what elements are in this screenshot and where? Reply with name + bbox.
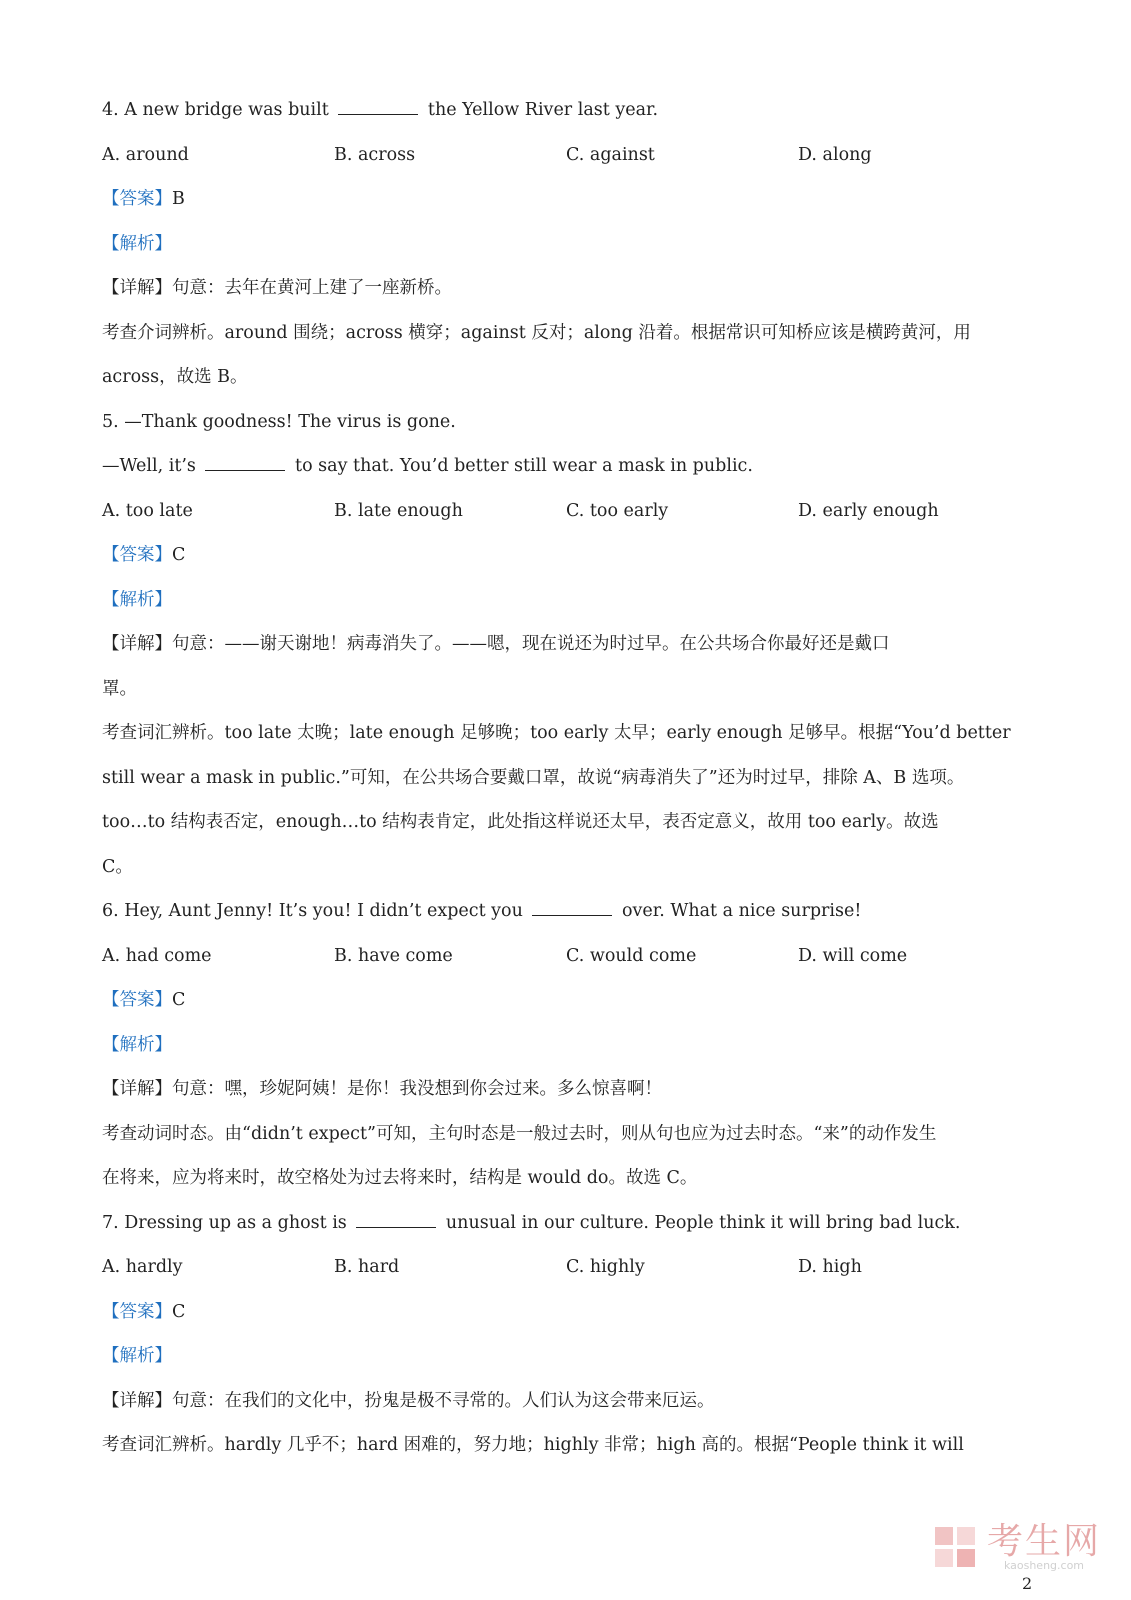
answer-line [102, 533, 1042, 578]
option-a: A. around [102, 144, 189, 165]
detail-line: 罩。 [102, 678, 137, 699]
detail-line: 【详解】句意：去年在黄河上建了一座新桥。 [102, 278, 452, 298]
option-b: B. hard [334, 1257, 400, 1277]
question-stem-reply: —Well, it’s to say that. You’d better still wear a mask in public. [102, 456, 753, 476]
answer-value: C [172, 990, 186, 1010]
explanation-line: 考查词汇辨析。too late 太晚；late enough 足够晚；too early 太早；early enough 足够早。根据“You’d better [102, 723, 1011, 743]
detail-line: 【详解】句意：嘿，珍妮阿姨！是你！我没想到你会过来。多么惊喜啊！ [102, 1079, 662, 1099]
question-stem: 7. Dressing up as a ghost is unusual in our culture. People think it will bring bad luck. [102, 1212, 961, 1233]
document-body [102, 88, 1042, 1468]
answer-line [102, 978, 1042, 1023]
answer-tag: 【答案】 [102, 1301, 172, 1322]
answer-blank [356, 1226, 436, 1228]
option-c: C. highly [566, 1257, 645, 1277]
explanation-line: 考查词汇辨析。hardly 几乎不；hard 困难的，努力地；highly 非常；high 高的。根据“People think it will [102, 1435, 964, 1455]
option-a: A. hardly [102, 1257, 183, 1277]
watermark [933, 1521, 1101, 1572]
explanation-line: across，故选 B。 [102, 367, 248, 387]
explanation-line: 考查动词时态。由“didn’t expect”可知，主句时态是一般过去时，则从句也应为过去时态。“来”的动作发生 [102, 1123, 937, 1144]
analysis-tag: 【解析】 [102, 1346, 172, 1366]
question-stem: 5. —Thank goodness! The virus is gone. [102, 411, 456, 432]
answer-value: C [172, 545, 186, 565]
explanation-line: too…to 结构表否定，enough…to 结构表肯定，此处指这样说还太早，表否定意义，故用 too early。故选 [102, 812, 939, 832]
option-a: A. had come [102, 945, 212, 966]
options-row [102, 1245, 1042, 1290]
option-d: D. along [798, 144, 872, 165]
answer-tag: 【答案】 [102, 990, 172, 1010]
answer-tag: 【答案】 [102, 189, 172, 209]
page-number: 2 [1022, 1574, 1033, 1593]
option-c: C. would come [566, 945, 697, 966]
option-b: B. late enough [334, 500, 463, 521]
answer-value: C [172, 1301, 186, 1322]
answer-blank [338, 113, 418, 115]
question-stem: 6. Hey, Aunt Jenny! It’s you! I didn’t expect you over. What a nice surprise! [102, 901, 862, 921]
option-c: C. against [566, 144, 655, 165]
option-d: D. early enough [798, 500, 939, 521]
answer-tag: 【答案】 [102, 545, 172, 565]
detail-line: 【详解】句意：在我们的文化中，扮鬼是极不寻常的。人们认为这会带来厄运。 [102, 1390, 715, 1411]
question-stem: 4. A new bridge was built the Yellow River last year. [102, 100, 659, 120]
explanation-line: 在将来，应为将来时，故空格处为过去将来时，结构是 would do。故选 C。 [102, 1168, 698, 1188]
explanation-line: still wear a mask in public.”可知，在公共场合要戴口罩，故说“病毒消失了”还为时过早，排除 A、B 选项。 [102, 767, 965, 788]
option-c: C. too early [566, 500, 669, 521]
answer-blank [532, 914, 612, 916]
analysis-tag: 【解析】 [102, 233, 172, 254]
option-b: B. across [334, 144, 416, 165]
option-d: D. will come [798, 945, 908, 966]
watermark-url: kaosheng.com [1003, 1559, 1085, 1572]
analysis-tag: 【解析】 [102, 1034, 172, 1055]
options-row [102, 489, 1042, 534]
option-d: D. high [798, 1257, 862, 1277]
watermark-title: 考生网 [986, 1521, 1101, 1562]
detail-line: 【详解】句意：——谢天谢地！病毒消失了。——嗯，现在说还为时过早。在公共场合你最好还是戴口 [102, 634, 890, 654]
answer-value: B [172, 189, 185, 209]
option-a: A. too late [102, 500, 193, 521]
explanation-line: C。 [102, 856, 133, 877]
answer-line [102, 1290, 1042, 1335]
option-b: B. have come [334, 945, 453, 966]
options-row [102, 133, 1042, 178]
options-row [102, 934, 1042, 979]
analysis-tag: 【解析】 [102, 589, 172, 610]
answer-line [102, 177, 1042, 222]
watermark-logo-icon [933, 1525, 979, 1571]
answer-blank [205, 469, 285, 471]
explanation-line: 考查介词辨析。around 围绕；across 横穿；against 反对；along 沿着。根据常识可知桥应该是横跨黄河，用 [102, 322, 971, 343]
